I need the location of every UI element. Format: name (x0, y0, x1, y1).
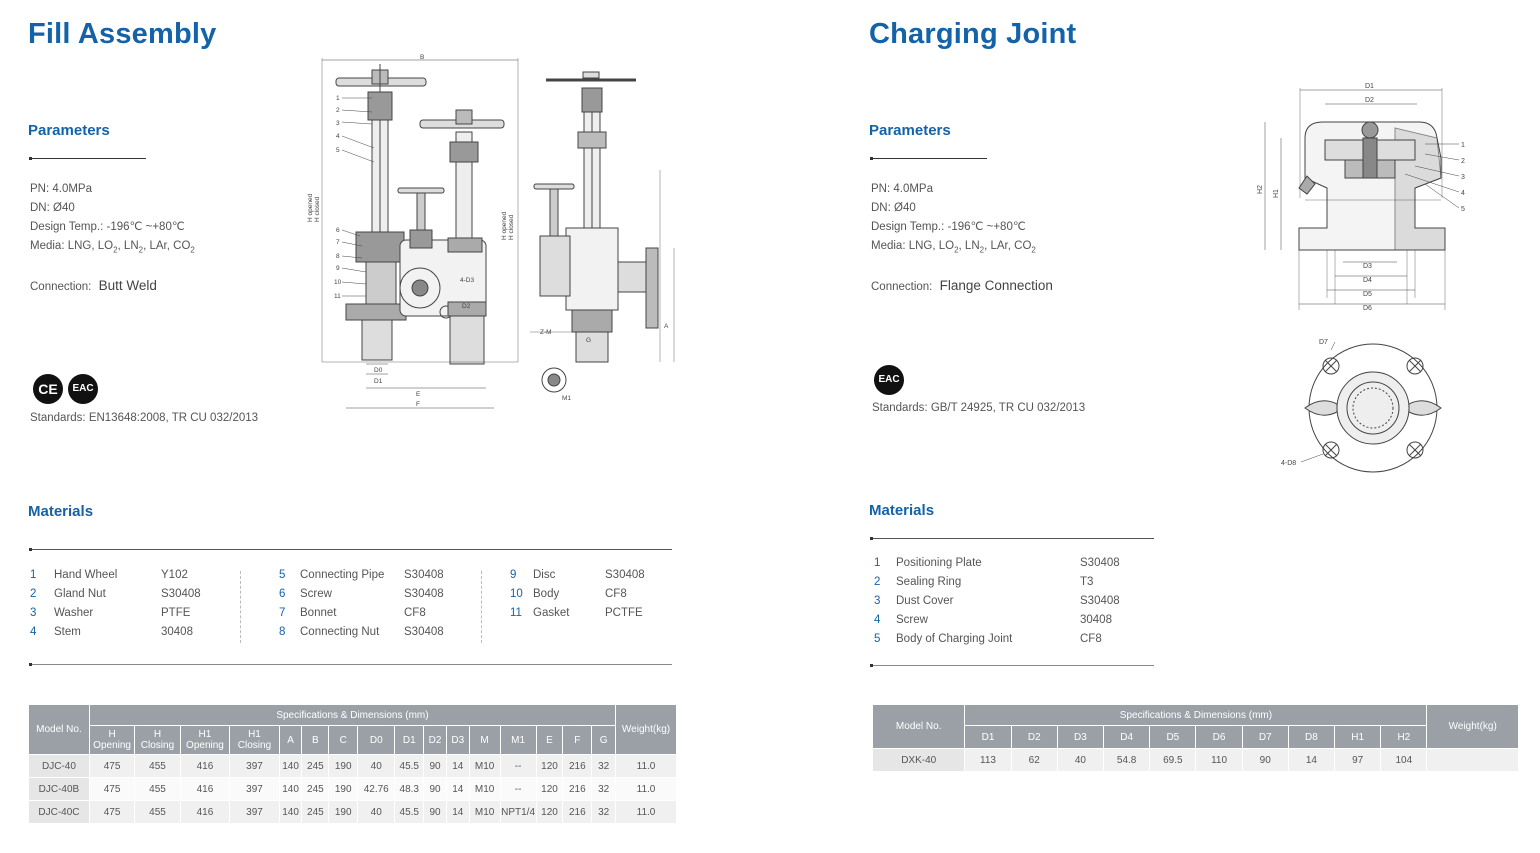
value-cell: M10 (469, 755, 500, 778)
material-part-name: Screw (300, 588, 332, 600)
value-cell: 216 (563, 755, 592, 778)
material-number: 7 (279, 607, 286, 619)
part-8-label: 8 (336, 253, 340, 260)
part-2-label: 2 (336, 107, 340, 114)
material-part-name: Connecting Pipe (300, 569, 385, 581)
column-divider (481, 571, 482, 643)
material-grade: 30408 (1080, 614, 1112, 626)
material-grade: CF8 (404, 607, 426, 619)
material-number: 2 (874, 576, 881, 588)
value-cell: 40 (358, 801, 395, 824)
material-item (510, 588, 627, 600)
dim-d7-label: D7 (1319, 339, 1328, 346)
section-divider (871, 158, 987, 159)
column-header: D3 (446, 726, 469, 755)
dim-h2-label: H2 (1257, 185, 1264, 194)
dim-d0-label: D0 (374, 367, 383, 374)
value-cell: 90 (424, 801, 447, 824)
part-5-label: 5 (336, 147, 340, 154)
part-3-label: 3 (1461, 174, 1465, 181)
value-cell: 110 (1196, 749, 1242, 772)
material-number: 3 (874, 595, 881, 607)
material-grade: S30408 (404, 569, 444, 581)
material-item (30, 607, 190, 619)
part-1-label: 1 (1461, 142, 1465, 149)
table-row (29, 755, 677, 778)
material-number: 2 (30, 588, 37, 600)
column-header: H Opening (89, 726, 134, 755)
column-header: D1 (395, 726, 424, 755)
dim-g-label: G (586, 337, 592, 344)
value-cell: 216 (563, 778, 592, 801)
value-cell: 475 (89, 755, 134, 778)
dim-d3-label: D3 (1363, 263, 1372, 270)
connection-info (871, 278, 1053, 293)
spec-table (872, 704, 1519, 772)
material-number: 3 (30, 607, 37, 619)
material-number: 10 (510, 588, 523, 600)
value-cell: 190 (329, 778, 358, 801)
dim-h1-opened-label: H opened (501, 211, 508, 240)
value-cell: 140 (279, 778, 302, 801)
value-cell: -- (500, 778, 536, 801)
column-header: H1 (1335, 726, 1381, 749)
material-item (874, 614, 1112, 626)
value-cell: 14 (446, 801, 469, 824)
param-design-temp: Design Temp.: -196℃ ~+80℃ (30, 221, 185, 233)
dim-f-label: F (416, 401, 420, 408)
dim-d5-label: D5 (1363, 291, 1372, 298)
value-cell: -- (500, 755, 536, 778)
value-cell: 14 (1288, 749, 1334, 772)
table-row (29, 778, 677, 801)
eac-logo: EAC (874, 365, 904, 395)
part-3-label: 3 (336, 120, 340, 127)
material-grade: Y102 (161, 569, 188, 581)
material-item (510, 569, 645, 581)
column-header: D8 (1288, 726, 1334, 749)
dim-d2-label: D2 (1365, 97, 1374, 104)
column-header: D4 (1104, 726, 1150, 749)
value-cell: 475 (89, 801, 134, 824)
header-model: Model No. (29, 705, 90, 755)
value-cell: 45.5 (395, 801, 424, 824)
dim-d1-label: D1 (1365, 83, 1374, 90)
material-grade: S30408 (161, 588, 201, 600)
material-item (30, 588, 201, 600)
dim-h1-label: H1 (1273, 189, 1280, 198)
part-11-label: 11 (334, 293, 341, 300)
value-cell: 11.0 (616, 755, 677, 778)
value-cell: 32 (592, 801, 616, 824)
value-cell: 48.3 (395, 778, 424, 801)
value-cell: 475 (89, 778, 134, 801)
material-grade: S30408 (404, 588, 444, 600)
column-header: D2 (1011, 726, 1057, 749)
column-header: H2 (1381, 726, 1427, 749)
ce-logo: CE (33, 374, 63, 404)
dim-zm-label: Z-M (540, 329, 552, 336)
value-cell: 40 (358, 755, 395, 778)
value-cell: 14 (446, 755, 469, 778)
column-header: D0 (358, 726, 395, 755)
value-cell: 190 (329, 801, 358, 824)
column-header: M1 (500, 726, 536, 755)
material-part-name: Washer (54, 607, 94, 619)
material-part-name: Gasket (533, 607, 570, 619)
value-cell: 62 (1011, 749, 1057, 772)
value-cell: 416 (180, 778, 230, 801)
column-header: D2 (424, 726, 447, 755)
material-grade: PCTFE (605, 607, 643, 619)
materials-bottom-rule (30, 664, 672, 665)
value-cell: 455 (135, 801, 180, 824)
dim-d1-label: D1 (374, 378, 383, 385)
value-cell: M10 (469, 801, 500, 824)
material-number: 1 (30, 569, 37, 581)
materials-heading: Materials (869, 502, 935, 519)
column-header: G (592, 726, 616, 755)
connection-info (30, 278, 157, 293)
column-header: D1 (965, 726, 1011, 749)
material-number: 4 (874, 614, 881, 626)
value-cell: 14 (446, 778, 469, 801)
value-cell: 245 (302, 755, 329, 778)
column-header: C (329, 726, 358, 755)
value-cell: 416 (180, 801, 230, 824)
standards-text: Standards: GB/T 24925, TR CU 032/2013 (872, 402, 1086, 414)
standards-text: Standards: EN13648:2008, TR CU 032/2013 (30, 412, 259, 424)
param-diameter: DN: Ø40 (30, 202, 75, 214)
dim-4d8-label: 4-D8 (1281, 460, 1297, 467)
column-header: H1 Opening (180, 726, 230, 755)
value-cell: 397 (230, 778, 280, 801)
value-cell: 455 (135, 755, 180, 778)
param-pressure: PN: 4.0MPa (30, 183, 92, 195)
material-part-name: Body of Charging Joint (896, 633, 1013, 645)
value-cell: 90 (424, 778, 447, 801)
part-4-label: 4 (1461, 190, 1465, 197)
param-design-temp: Design Temp.: -196℃ ~+80℃ (871, 221, 1026, 233)
material-part-name: Disc (533, 569, 556, 581)
eac-logo: EAC (68, 374, 98, 404)
material-part-name: Body (533, 588, 560, 600)
table-row (873, 749, 1519, 772)
model-cell: DXK-40 (873, 749, 965, 772)
value-cell: 120 (536, 801, 563, 824)
part-9-label: 9 (336, 265, 340, 272)
material-number: 9 (510, 569, 517, 581)
table-row (29, 801, 677, 824)
part-6-label: 6 (336, 227, 340, 234)
part-1-label: 1 (336, 95, 340, 102)
value-cell: 11.0 (616, 801, 677, 824)
parameters-heading: Parameters (869, 122, 951, 139)
param-diameter: DN: Ø40 (871, 202, 916, 214)
material-number: 5 (279, 569, 286, 581)
value-cell: 69.5 (1150, 749, 1196, 772)
value-cell: 90 (1242, 749, 1288, 772)
material-grade: S30408 (1080, 595, 1120, 607)
fill-assembly-drawing (300, 52, 690, 412)
page-title-charging-joint: Charging Joint (869, 18, 1077, 50)
dim-h-opened-label: H opened (307, 193, 314, 222)
value-cell: 97 (1335, 749, 1381, 772)
dim-m1-label: M1 (562, 395, 572, 402)
material-grade: CF8 (605, 588, 627, 600)
header-weight: Weight(kg) (616, 705, 677, 755)
value-cell: 40 (1057, 749, 1103, 772)
material-item (279, 588, 444, 600)
value-cell: 190 (329, 755, 358, 778)
parameters-list (871, 180, 1036, 259)
material-part-name: Gland Nut (54, 588, 106, 600)
dim-4d3-label: 4-D3 (460, 277, 475, 284)
dim-b-label: B (420, 54, 425, 61)
model-cell: DJC-40B (29, 778, 90, 801)
material-item (510, 607, 643, 619)
material-item (30, 569, 188, 581)
value-cell: NPT1/4 (500, 801, 536, 824)
material-item (30, 626, 193, 638)
column-header: H Closing (135, 726, 180, 755)
material-item (279, 569, 444, 581)
value-cell: 120 (536, 755, 563, 778)
material-item (279, 626, 444, 638)
material-item (279, 607, 426, 619)
header-specifications: Specifications & Dimensions (mm) (965, 705, 1427, 726)
column-header: D6 (1196, 726, 1242, 749)
section-divider (30, 158, 146, 159)
dim-d4-label: D4 (1363, 277, 1372, 284)
dim-h1-closed-label: H closed (508, 214, 515, 240)
material-part-name: Connecting Nut (300, 626, 380, 638)
part-2-label: 2 (1461, 158, 1465, 165)
materials-bottom-rule (871, 665, 1154, 666)
header-model: Model No. (873, 705, 965, 749)
column-header: A (279, 726, 302, 755)
material-item (874, 576, 1093, 588)
column-header: D7 (1242, 726, 1288, 749)
param-pressure: PN: 4.0MPa (871, 183, 933, 195)
dim-a-label: A (664, 323, 669, 330)
part-7-label: 7 (336, 239, 340, 246)
param-media: Media: LNG, $LO_2$, $LN_2$, LAr, $CO_2$ (871, 240, 1036, 255)
parameters-heading: Parameters (28, 122, 110, 139)
material-number: 6 (279, 588, 286, 600)
value-cell: 32 (592, 755, 616, 778)
value-cell: 45.5 (395, 755, 424, 778)
dim-d6-label: D6 (1363, 305, 1372, 312)
spec-table (28, 704, 677, 824)
value-cell: 397 (230, 801, 280, 824)
material-grade: S30408 (605, 569, 645, 581)
value-cell: 120 (536, 778, 563, 801)
column-header: D3 (1057, 726, 1103, 749)
part-5-label: 5 (1461, 206, 1465, 213)
material-item (874, 595, 1120, 607)
value-cell: 397 (230, 755, 280, 778)
value-cell: 113 (965, 749, 1011, 772)
materials-heading: Materials (28, 503, 94, 520)
material-part-name: Sealing Ring (896, 576, 962, 588)
material-part-name: Screw (896, 614, 928, 626)
dim-e-label: E (416, 391, 421, 398)
param-media: Media: LNG, $LO_2$, $LN_2$, LAr, $CO_2$ (30, 240, 195, 255)
dim-d2-label: D2 (462, 303, 471, 310)
value-cell: 455 (135, 778, 180, 801)
material-grade: CF8 (1080, 633, 1102, 645)
materials-top-rule (871, 538, 1154, 539)
material-grade: 30408 (161, 626, 193, 638)
material-item (874, 633, 1102, 645)
header-specifications: Specifications & Dimensions (mm) (89, 705, 615, 726)
value-cell: 245 (302, 801, 329, 824)
value-cell: 140 (279, 755, 302, 778)
material-part-name: Dust Cover (896, 595, 954, 607)
value-cell: 42.76 (358, 778, 395, 801)
material-part-name: Bonnet (300, 607, 337, 619)
charging-joint-drawing (1245, 78, 1485, 488)
value-cell (1427, 749, 1519, 772)
material-number: 11 (510, 607, 522, 619)
header-weight: Weight(kg) (1427, 705, 1519, 749)
material-number: 4 (30, 626, 37, 638)
column-header: D5 (1150, 726, 1196, 749)
value-cell: 140 (279, 801, 302, 824)
column-divider (240, 571, 241, 643)
value-cell: 245 (302, 778, 329, 801)
material-number: 8 (279, 626, 286, 638)
value-cell: 416 (180, 755, 230, 778)
connection-value: Flange Connection (939, 278, 1053, 293)
value-cell: M10 (469, 778, 500, 801)
value-cell: 11.0 (616, 778, 677, 801)
connection-label: Connection: (30, 281, 92, 293)
connection-value: Butt Weld (98, 278, 157, 293)
column-header: B (302, 726, 329, 755)
value-cell: 32 (592, 778, 616, 801)
page-title-fill-assembly: Fill Assembly (28, 18, 217, 50)
dim-h-closed-label: H closed (314, 196, 321, 222)
column-header: E (536, 726, 563, 755)
parameters-list (30, 180, 195, 259)
material-grade: PTFE (161, 607, 191, 619)
column-header: H1 Closing (230, 726, 280, 755)
material-grade: S30408 (404, 626, 444, 638)
value-cell: 104 (1381, 749, 1427, 772)
value-cell: 216 (563, 801, 592, 824)
material-item (874, 557, 1120, 569)
column-header: M (469, 726, 500, 755)
material-part-name: Positioning Plate (896, 557, 982, 569)
material-part-name: Stem (54, 626, 81, 638)
part-10-label: 10 (334, 279, 342, 286)
model-cell: DJC-40 (29, 755, 90, 778)
materials-top-rule (30, 549, 672, 550)
material-grade: S30408 (1080, 557, 1120, 569)
material-part-name: Hand Wheel (54, 569, 118, 581)
connection-label: Connection: (871, 281, 933, 293)
column-header: F (563, 726, 592, 755)
model-cell: DJC-40C (29, 801, 90, 824)
material-grade: T3 (1080, 576, 1094, 588)
part-4-label: 4 (336, 133, 340, 140)
material-number: 1 (874, 557, 881, 569)
value-cell: 54.8 (1104, 749, 1150, 772)
value-cell: 90 (424, 755, 447, 778)
material-number: 5 (874, 633, 881, 645)
